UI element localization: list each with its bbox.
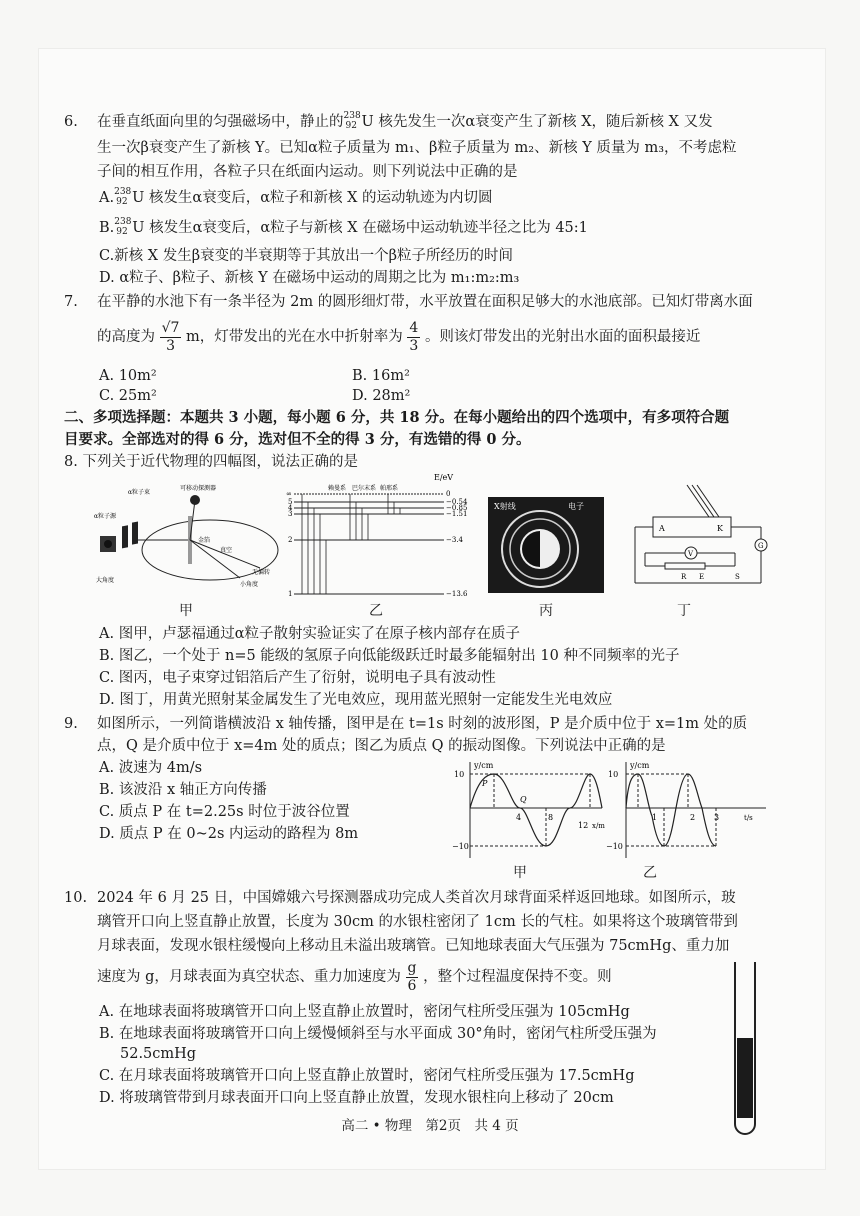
wave-xtick-4: 4 [516, 813, 522, 822]
vib-xtick-1: 1 [652, 813, 658, 822]
iso-mass: 238 [114, 187, 132, 197]
q7-line2-b: m，灯带发出的光在水中折射率为 [186, 329, 403, 345]
q9-option-c: C. 质点 P 在 t=2.25s 时位于波谷位置 [99, 804, 350, 820]
frac-den: 3 [409, 337, 419, 354]
q7-option-b: B. 16m² [352, 368, 410, 384]
q7-line1: 在平静的水池下有一条半径为 2m 的圆形细灯带，水平放置在面积足够大的水池底部。已知灯带离水面 [97, 294, 753, 310]
vib-ytick-10: 10 [608, 770, 619, 779]
vibration-graph [606, 758, 770, 862]
glass-tube-figure [730, 962, 760, 1138]
graph1-caption: 甲 [513, 865, 527, 881]
frac-num: g [407, 959, 417, 976]
wave-ytick-neg10: −10 [452, 842, 469, 851]
q9-line1: 如图所示，一列简谐横波沿 x 轴传播，图甲是在 t=1s 时刻的波形图，P 是介质中位于 x=1m 处的质 [97, 716, 748, 732]
q6-line1 [97, 112, 713, 132]
vib-ylabel: y/cm [630, 761, 650, 770]
label-cathode: K [717, 524, 723, 533]
label-rheostat: R [681, 573, 687, 581]
label-vacuum: 真空 [220, 547, 233, 554]
q8-option-b: B. 图乙，一个处于 n=5 能级的氢原子向低能级跃迁时最多能辐射出 10 种不同频率的光子 [99, 648, 680, 664]
q10-option-b-line1: B. 在地球表面将玻璃管开口向上缓慢倾斜至与水平面成 30°角时，密闭气柱所受压强为 [99, 1026, 657, 1042]
energy-level-diagram [284, 472, 474, 604]
iso-charge: 92 [345, 121, 357, 131]
photoelectric-circuit [625, 483, 775, 593]
level-n2: 2 [288, 536, 293, 544]
graph2-caption: 乙 [643, 865, 657, 881]
q6-option-b [99, 218, 588, 238]
point-q: Q [520, 795, 527, 804]
label-alpha-source: α粒子源 [94, 513, 117, 520]
q10-number: 10. [64, 890, 88, 906]
label-alpha-beam: α粒子束 [128, 489, 151, 496]
level-e3: −1.51 [446, 510, 468, 518]
page-footer: 高二 • 物理 第2页 共 4 页 [341, 1118, 519, 1134]
voltmeter-icon: V [688, 550, 694, 558]
level-n1: 1 [288, 590, 293, 598]
series-balmer: 巴尔末系 [352, 485, 377, 492]
label-switch: S [735, 573, 740, 581]
q6-line1-a: 在垂直纸面向里的匀强磁场中，静止的 [97, 114, 344, 130]
section2-header-line2: 目要求。全部选对的得 6 分，选对但不全的得 3 分，有选错的得 0 分。 [64, 431, 531, 448]
label-battery: E [699, 573, 705, 581]
q9-number: 9. [64, 716, 78, 732]
q7-line2-c: 。则该灯带发出的光射出水面的面积最接近 [424, 329, 701, 345]
level-n3: 3 [288, 510, 293, 518]
q9-option-b: B. 该波沿 x 轴正方向传播 [99, 782, 267, 798]
q8-stem: 8. 下列关于近代物理的四幅图，说法正确的是 [64, 454, 358, 470]
fig4-caption: 丁 [677, 603, 691, 619]
q10-line4-a: 速度为 g，月球表面为真空状态、重力加速度为 [97, 969, 401, 985]
label-gold-foil: 金箔 [198, 537, 211, 544]
q10-line3: 月球表面，发现水银柱缓慢向上移动且未溢出玻璃管。已知地球表面大气压强为 75cmHg、重力加 [97, 938, 730, 954]
label-detector: 可移动探测器 [180, 485, 217, 492]
galvanometer-icon: G [758, 542, 764, 550]
unit-ev: E/eV [434, 473, 454, 482]
level-e1: −13.6 [446, 590, 468, 598]
wave-xlabel: x/m [592, 822, 605, 830]
point-p: P [482, 779, 488, 788]
q10-line2: 璃管开口向上竖直静止放置，长度为 30cm 的水银柱密闭了 1cm 长的气柱。如果将这个玻璃管带到 [97, 914, 738, 930]
label-anode: A [659, 524, 665, 533]
q10-option-c: C. 在月球表面将玻璃管开口向上竖直静止放置时，密闭气柱所受压强为 17.5cmHg [99, 1068, 635, 1084]
frac-den: 6 [407, 977, 417, 994]
q6-b-text: U 核发生α衰变后，α粒子与新核 X 在磁场中运动轨迹半径之比为 45:1 [132, 220, 588, 236]
vib-xtick-3: 3 [714, 813, 720, 822]
label-small-angle: 小角度 [240, 581, 259, 588]
q9-line2: 点，Q 是介质中位于 x=4m 处的质点；图乙为质点 Q 的振动图像。下列说法中正确的是 [97, 738, 666, 754]
q8-option-d: D. 图丁，用黄光照射某金属发生了光电效应，现用蓝光照射一定能发生光电效应 [99, 692, 613, 708]
q8-option-c: C. 图丙，电子束穿过铝箔后产生了衍射，说明电子具有波动性 [99, 670, 496, 686]
level-n5: 5 [288, 498, 293, 506]
fraction-4-over-3 [407, 320, 420, 355]
q10-option-a: A. 在地球表面将玻璃管开口向上竖直静止放置时，密闭气柱所受压强为 105cmHg [99, 1004, 630, 1020]
rutherford-figure [90, 478, 280, 598]
q7-line2-a: 的高度为 [97, 329, 155, 345]
q6-option-a [99, 188, 493, 208]
q6-number: 6. [64, 114, 78, 130]
iso-charge: 92 [116, 197, 128, 207]
label-xray: X射线 [494, 502, 516, 511]
u238-isotope [114, 218, 132, 238]
q10-line1: 2024 年 6 月 25 日，中国嫦娥六号探测器成功完成人类首次月球背面采样返回地球。如图所示，玻 [97, 890, 736, 906]
vib-xlabel: t/s [744, 814, 753, 822]
q9-option-d: D. 质点 P 在 0~2s 内运动的路程为 8m [99, 826, 359, 842]
frac-num: 4 [409, 319, 419, 336]
frac-den: 3 [166, 337, 175, 354]
iso-charge: 92 [116, 227, 128, 237]
q7-option-d: D. 28m² [352, 388, 411, 404]
wave-ytick-10: 10 [454, 770, 465, 779]
q9-option-a: A. 波速为 4m/s [99, 760, 203, 776]
q7-line2 [97, 318, 700, 356]
q10-line4-b: ，整个过程温度保持不变。则 [423, 969, 612, 985]
series-lyman: 赖曼系 [328, 485, 347, 492]
label-large-angle: 大角度 [96, 577, 115, 584]
wave-xtick-8: 8 [548, 813, 554, 822]
q6-option-c: C.新核 X 发生β衰变的半衰期等于其放出一个β粒子所经历的时间 [99, 248, 513, 264]
q10-option-d: D. 将玻璃管带到月球表面开口向上竖直静止放置，发现水银柱向上移动了 20cm [99, 1090, 614, 1106]
label-no-deflection: 无偏转 [252, 569, 271, 576]
label-electron: 电子 [568, 502, 584, 511]
wave-graph [452, 758, 612, 862]
level-e5: −0.54 [446, 498, 468, 506]
level-n4: 4 [288, 504, 293, 512]
series-paschen: 帕邢系 [380, 485, 399, 492]
level-e2: −3.4 [446, 536, 463, 544]
iso-mass: 238 [114, 217, 132, 227]
fig2-caption: 乙 [369, 603, 383, 619]
q6-b-label: B. [99, 220, 115, 236]
frac-num: √7 [161, 319, 180, 336]
level-e-inf: 0 [446, 490, 451, 498]
vib-ytick-neg10: −10 [606, 842, 623, 851]
q10-line4 [97, 958, 612, 996]
u238-isotope [344, 112, 362, 132]
level-n-inf: ∞ [286, 490, 292, 498]
fig1-caption: 甲 [179, 603, 193, 619]
section2-header-line1: 二、多项选择题：本题共 3 小题，每小题 6 分，共 18 分。在每小题给出的四个选项中，有多项符合题 [64, 409, 730, 426]
q6-option-d: D. α粒子、β粒子、新核 Y 在磁场中运动的周期之比为 m₁:m₂:m₃ [99, 270, 520, 286]
q7-option-a: A. 10m² [99, 368, 157, 384]
fig3-caption: 丙 [539, 603, 553, 619]
q10-option-b-line2: 52.5cmHg [120, 1046, 197, 1062]
iso-mass: 238 [343, 111, 361, 121]
diffraction-figure [488, 497, 604, 593]
q6-line3: 子间的相互作用，各粒子只在纸面内运动。则下列说法中正确的是 [97, 164, 518, 180]
q6-a-label: A. [99, 190, 115, 206]
q6-a-text: U 核发生α衰变后，α粒子和新核 X 的运动轨迹为内切圆 [132, 190, 493, 206]
fraction-g-over-6 [406, 960, 419, 995]
q8-option-a: A. 图甲，卢瑟福通过α粒子散射实验证实了在原子核内部存在质子 [99, 626, 520, 642]
level-e4: −0.85 [446, 504, 468, 512]
wave-ylabel: y/cm [474, 761, 494, 770]
q6-line1-b: U 核先发生一次α衰变产生了新核 X，随后新核 X 又发 [361, 114, 713, 130]
fraction-sqrt7-over-3 [160, 320, 182, 355]
q7-number: 7. [64, 294, 78, 310]
q6-line2: 生一次β衰变产生了新核 Y。已知α粒子质量为 m₁、β粒子质量为 m₂、新核 Y 质量为 m₃，不考虑粒 [97, 140, 737, 156]
vib-xtick-2: 2 [690, 813, 696, 822]
u238-isotope [114, 188, 132, 208]
wave-xtick-12: 12 [578, 821, 589, 830]
q7-option-c: C. 25m² [99, 388, 157, 404]
